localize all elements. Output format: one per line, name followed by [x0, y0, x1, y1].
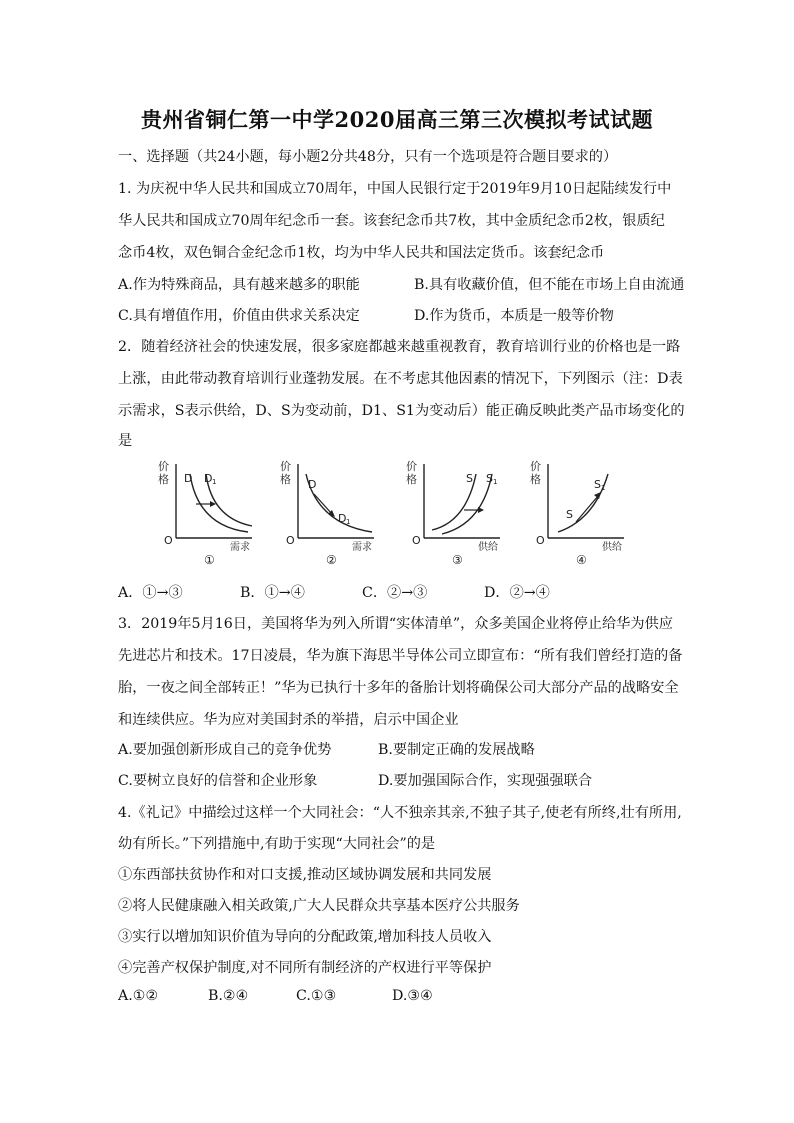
q3-line-2: 先进芯片和技术。17日凌晨，华为旗下海思半导体公司立即宣布：“所有我们曾经打造的备 [118, 648, 683, 664]
figure-4 [522, 452, 642, 572]
q2-option-d: D．②→④ [484, 585, 550, 601]
figure-3 [398, 452, 518, 572]
figure-1-number: ① [204, 553, 215, 567]
supply-demand-figures [150, 452, 650, 572]
q4-option-d: D.③④ [392, 988, 433, 1004]
figure-4-number: ④ [576, 553, 587, 567]
figure-3-origin: O [412, 534, 421, 547]
figure-4-ylabel-1: 价 [530, 460, 541, 473]
figure-4-origin: O [536, 534, 545, 547]
q4-item-1: ①东西部扶贫协作和对口支援,推动区域协调发展和共同发展 [118, 867, 492, 883]
figure-1-xlabel: 需求 [230, 542, 250, 553]
figure-1-label-d1-sub: 1 [212, 478, 217, 486]
figure-2-origin: O [286, 534, 295, 547]
figure-3-label-s: S [466, 472, 473, 485]
q2-line-3: 示需求，S表示供给，D、S为变动前，D1、S1为变动后）能正确反映此类产品市场变化的 [118, 403, 685, 419]
q4-option-b: B.②④ [208, 988, 249, 1004]
q4-line-2: 幼有所长。”下列措施中,有助于实现“大同社会”的是 [118, 836, 436, 852]
figure-1-ylabel-1: 价 [158, 460, 169, 473]
figure-1-ylabel-2: 格 [158, 473, 169, 486]
figure-2 [272, 452, 392, 572]
figure-3-number: ③ [452, 553, 463, 567]
q2-line-2: 上涨，由此带动教育培训行业蓬勃发展。在不考虑其他因素的情况下，下列图示（注：D表 [118, 371, 683, 387]
q1-option-d: D.作为货币，本质是一般等价物 [414, 308, 614, 324]
figure-1-label-d1: D [204, 472, 213, 485]
section-heading: 一、选择题（共24小题，每小题2分共48分，只有一个选项是符合题目要求的） [118, 149, 618, 165]
q3-line-1: 3．2019年5月16日，美国将华为列入所谓“实体清单”，众多美国企业将停止给华为供应 [118, 616, 673, 632]
q4-item-3: ③实行以增加知识价值为导向的分配政策,增加科技人员收入 [118, 929, 492, 945]
q1-option-b: B.具有收藏价值，但不能在市场上自由流通 [414, 277, 685, 293]
q1-line-3: 念币4枚，双色铜合金纪念币1枚，均为中华人民共和国法定货币。该套纪念币 [118, 245, 605, 261]
figure-2-xlabel: 需求 [352, 542, 372, 553]
q1-line-1: 1. 为庆祝中华人民共和国成立70周年，中国人民银行定于2019年9月10日起陆续发行中 [118, 181, 672, 197]
q4-option-a: A.①② [118, 988, 159, 1004]
q2-line-1: 2．随着经济社会的快速发展，很多家庭都越来越重视教育，教育培训行业的价格也是一路 [118, 339, 681, 355]
figure-1 [150, 452, 270, 572]
page-title: 贵州省铜仁第一中学2020届高三第三次模拟考试试题 [141, 107, 653, 132]
figure-2-label-d1: D [338, 512, 347, 525]
q3-option-b: B.要制定正确的发展战略 [378, 742, 535, 758]
q1-option-c: C.具有增值作用，价值由供求关系决定 [118, 308, 360, 324]
q2-option-a: A．①→③ [118, 585, 183, 601]
figure-3-ylabel-2: 格 [406, 473, 417, 486]
figure-4-ylabel-2: 格 [530, 473, 541, 486]
q3-option-c: C.要树立良好的信誉和企业形象 [118, 773, 318, 789]
figure-3-label-s1: S [486, 472, 493, 485]
q4-item-2: ②将人民健康融入相关政策,广大人民群众共享基本医疗公共服务 [118, 898, 520, 914]
figure-4-label-s1-sub: 1 [601, 484, 606, 492]
q1-option-a: A.作为特殊商品，具有越来越多的职能 [118, 277, 360, 293]
figure-4-label-s1: S [594, 478, 601, 491]
figure-2-ylabel-1: 价 [280, 460, 291, 473]
figure-3-xlabel: 供给 [478, 542, 498, 553]
figure-4-xlabel: 供给 [602, 542, 622, 553]
q1-line-2: 华人民共和国成立70周年纪念币一套。该套纪念币共7枚，其中金质纪念币2枚，银质纪 [118, 213, 665, 229]
figure-2-label-d1-sub: 1 [346, 518, 351, 526]
q2-line-4: 是 [118, 433, 133, 449]
figure-2-label-d: D [308, 478, 317, 491]
q3-line-3: 胎，一夜之间全部转正！”华为已执行十多年的备胎计划将确保公司大部分产品的战略安全 [118, 680, 679, 696]
figure-2-ylabel-2: 格 [280, 473, 291, 486]
q4-option-c: C.①③ [296, 988, 337, 1004]
q4-item-4: ④完善产权保护制度,对不同所有制经济的产权进行平等保护 [118, 960, 492, 976]
q3-option-a: A.要加强创新形成自己的竞争优势 [118, 742, 332, 758]
figure-3-label-s1-sub: 1 [493, 478, 498, 486]
figure-2-number: ② [326, 553, 337, 567]
q3-line-4: 和连续供应。华为应对美国封杀的举措，启示中国企业 [118, 712, 459, 728]
q2-option-c: C．②→③ [362, 585, 428, 601]
figure-4-label-s: S [566, 508, 573, 521]
figure-3-ylabel-1: 价 [406, 460, 417, 473]
q4-line-1: 4.《礼记》中描绘过这样一个大同社会：“人不独亲其亲,不独子其子,使老有所终,壮有所用, [118, 805, 682, 821]
q3-option-d: D.要加强国际合作，实现强强联合 [378, 773, 593, 789]
figure-1-origin: O [164, 534, 173, 547]
figure-1-label-d: D [184, 472, 193, 485]
q2-option-b: B．①→④ [240, 585, 305, 601]
